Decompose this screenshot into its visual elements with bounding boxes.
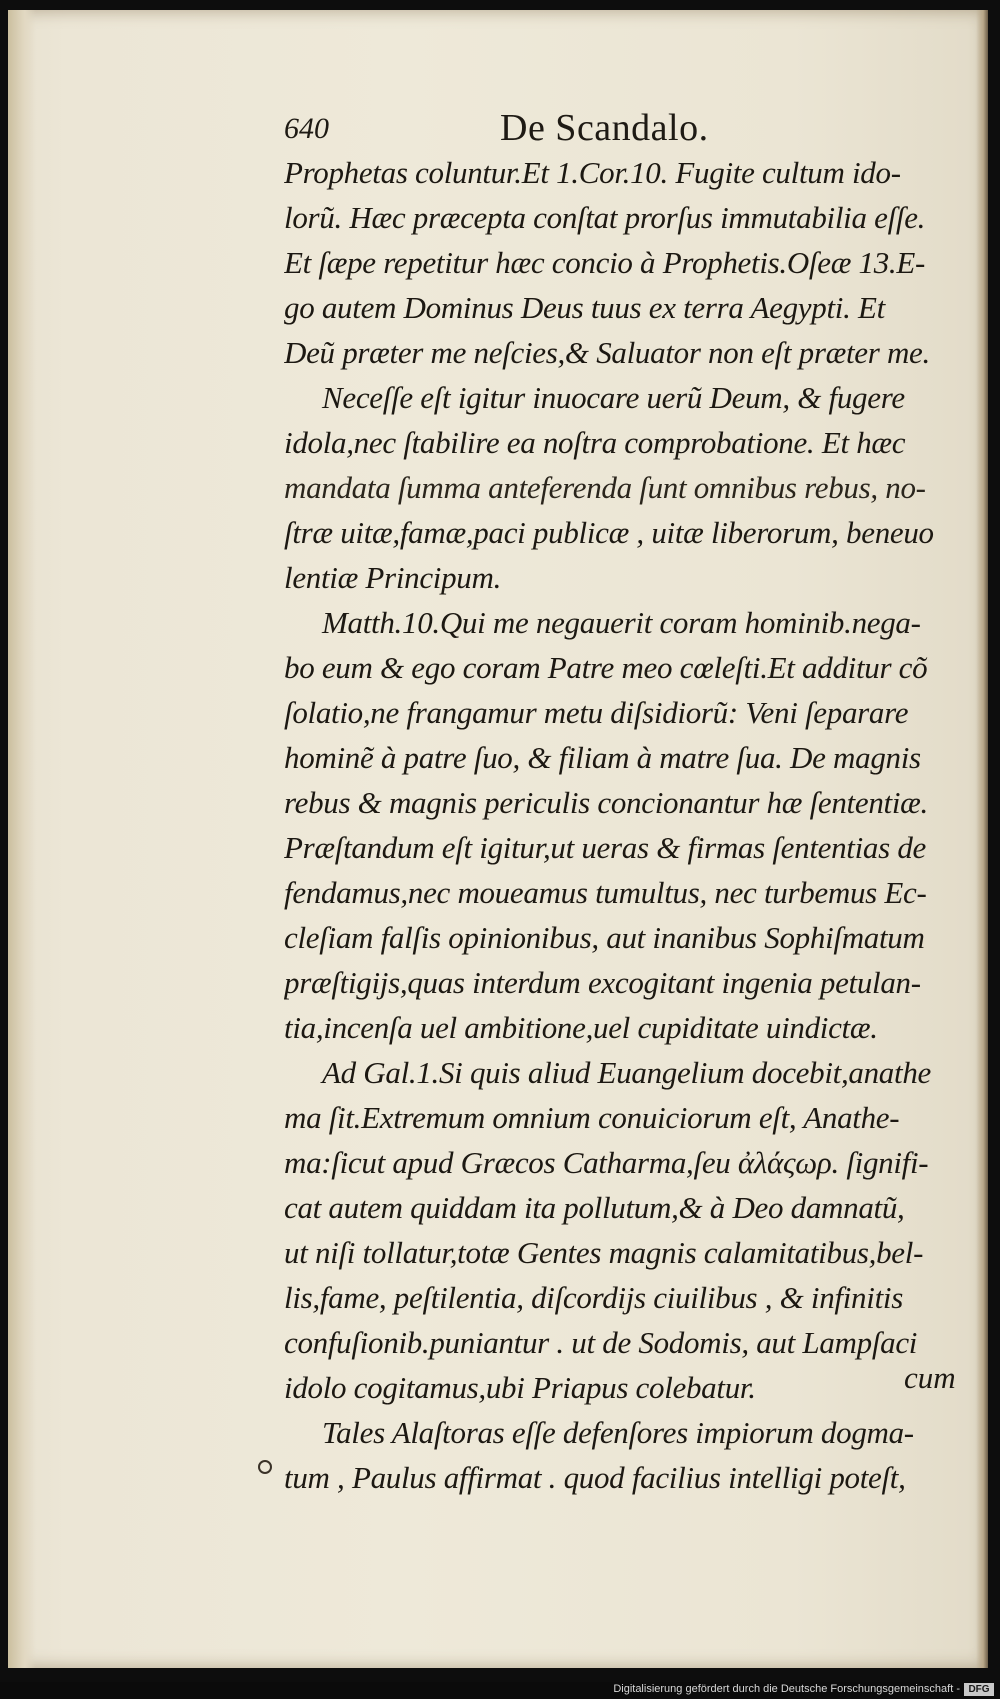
digitization-credit: Digitalisierung gefördert durch die Deutsche Forschungsgemeinschaft -: [613, 1683, 960, 1695]
text-line: Deũ præter me neſcies,& Saluator non eſt præter me.: [284, 335, 930, 370]
text-line: hominẽ à patre ſuo, & filiam à matre ſua. De magnis: [284, 740, 921, 775]
page-number: 640: [284, 112, 329, 145]
text-line: idolo cogitamus,ubi Priapus colebatur.: [284, 1370, 756, 1405]
page-header: [284, 106, 964, 156]
page-edge: [976, 10, 988, 1668]
text-line: bo eum & ego coram Patre meo cœleſti.Et additur cõ: [284, 650, 928, 685]
dfg-logo: DFG: [964, 1683, 994, 1696]
text-line: Ad Gal.1.Si quis aliud Euangelium docebit,anathe: [322, 1055, 931, 1090]
text-line: cat autem quiddam ita pollutum,& à Deo damnatũ,: [284, 1190, 905, 1225]
text-line: mandata ſumma anteferenda ſunt omnibus rebus, no-: [284, 470, 926, 505]
text-line: tia,incenſa uel ambitione,uel cupiditate uindictæ.: [284, 1010, 878, 1045]
text-line: Præſtandum eſt igitur,ut ueras & firmas ſententias de: [284, 830, 926, 865]
text-line: præſtigijs,quas interdum excogitant ingenia petulan-: [284, 965, 921, 1000]
text-line: Prophetas coluntur.Et 1.Cor.10. Fugite cultum ido-: [284, 155, 901, 190]
text-line: ſtræ uitæ,famæ,paci publicæ , uitæ liberorum, beneuo: [284, 515, 934, 550]
text-line: Neceſſe eſt igitur inuocare uerũ Deum, & fugere: [322, 380, 905, 415]
text-line: fendamus,nec moueamus tumultus, nec turbemus Ec-: [284, 875, 927, 910]
text-line: lorũ. Hæc præcepta conſtat prorſus immutabilia eſſe.: [284, 200, 926, 235]
running-title: De Scandalo.: [500, 107, 709, 149]
text-line: cleſiam falſis opinionibus, aut inanibus Sophiſmatum: [284, 920, 925, 955]
text-line: Matth.10.Qui me negauerit coram hominib.nega-: [322, 605, 921, 640]
text-line: lis,fame, peſtilentia, diſcordijs ciuilibus , & infinitis: [284, 1280, 903, 1315]
text-line: Et ſæpe repetitur hæc concio à Prophetis.Oſeæ 13.E-: [284, 245, 926, 280]
catchword: cum: [904, 1360, 956, 1395]
text-line: go autem Dominus Deus tuus ex terra Aegypti. Et: [284, 290, 885, 325]
text-line: ma ſit.Extremum omnium conuiciorum eſt, Anathe-: [284, 1100, 900, 1135]
body-text: [284, 150, 968, 1500]
text-line: lentiæ Principum.: [284, 560, 502, 595]
text-line: idola,nec ſtabilire ea noſtra comprobatione. Et hæc: [284, 425, 906, 460]
text-line: Tales Alaſtoras eſſe defenſores impiorum dogma-: [322, 1415, 914, 1450]
text-line: confuſionib.puniantur . ut de Sodomis, aut Lampſaci: [284, 1325, 918, 1360]
text-line: ma:ſicut apud Græcos Catharma,ſeu ἀλάςωρ. ſignifi-: [284, 1145, 929, 1180]
text-line: ſolatio,ne frangamur metu diſsidiorũ: Veni ſeparare: [284, 695, 909, 730]
ink-dot-mark: [258, 1460, 272, 1474]
binding-edge: [8, 10, 36, 1668]
text-line: ut niſi tollatur,totæ Gentes magnis calamitatibus,bel-: [284, 1235, 924, 1270]
text-line: tum , Paulus affirmat . quod facilius intelligi poteſt,: [284, 1460, 906, 1495]
text-line: rebus & magnis periculis concionantur hæ ſententiæ.: [284, 785, 928, 820]
